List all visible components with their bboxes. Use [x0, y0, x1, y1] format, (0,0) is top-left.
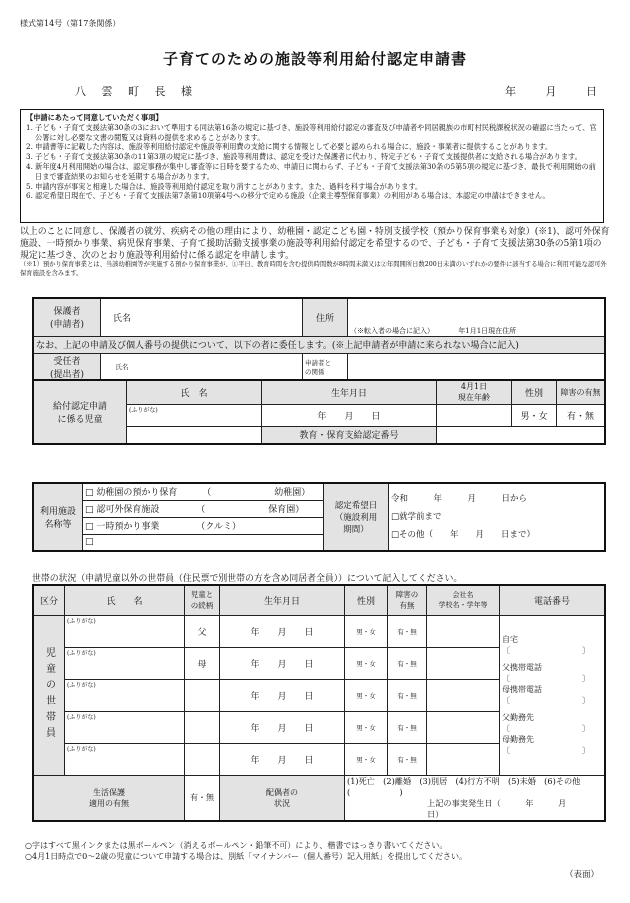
day-label: 日	[586, 85, 597, 98]
member-company[interactable]	[427, 647, 500, 679]
col-header: 区分	[33, 585, 65, 615]
footnote-ink: ○字はすべて黒インクまたは黒ボールペン（消えるボールペン・鉛筆不可）により、楷書ではっきり書いてください。	[25, 841, 448, 850]
member-sex[interactable]: 男・女	[345, 711, 388, 743]
child-sex-field[interactable]: 男・女	[512, 404, 557, 426]
spouse-label: 配偶者の 状況	[220, 775, 345, 821]
col-header: 氏 名	[65, 585, 185, 615]
furigana-label: (ふりがな)	[67, 713, 96, 721]
member-name-field[interactable]	[65, 615, 185, 647]
member-name-field[interactable]	[65, 743, 185, 775]
notice-item: 6. 認定希望日現在で、子ども・子育て支援法第7条第10項第4号への移分で定める施設（企業主導型保育事業）の利用がある場合は、本認定の申請はできません。	[26, 191, 550, 201]
facility-option[interactable]	[83, 534, 324, 551]
phone-home-field[interactable]: 〔 〕	[502, 646, 590, 655]
phone-father-mobile-field[interactable]: 〔 〕	[502, 674, 590, 683]
facility-option-label: 認可外保育施設	[96, 505, 160, 515]
prev-address-label: 年1月1日現在住所	[458, 326, 517, 335]
col-header: 障害の 有無	[388, 585, 427, 615]
disability-header: 障害の有無	[557, 380, 606, 404]
furigana-label: (ふりがな)	[67, 745, 96, 753]
phone-mother-mobile-label: 母携帯電話	[502, 685, 542, 694]
delegate-label: 受任者 (提出者)	[33, 353, 101, 381]
phone-mother-mobile-field[interactable]: 〔 〕	[502, 696, 590, 705]
intro-text: 以上のことに同意し、保護者の就労、疾病その他の理由により、幼稚園・認定こども園・特別支援学校（預かり保育事業も対象）(※1)、認可外保育施設、一時預かり事業、病児保育事業、子育て援助活動支援事業の施設等利用給付認定を希望するので、子ども・子育て支援法第30条の5第1項の規定に基づき、次のとおり施設等利用給付に係る認定を申請します。	[20, 227, 610, 261]
furigana-label: (ふりがな)	[129, 406, 158, 414]
year-label: 年	[505, 85, 516, 98]
applicant-table	[32, 297, 606, 382]
footnote-mynumber: ○4月1日時点で0～2歳の児童について申請する場合は、別紙「マイナンバー（個人番号）記入用紙」を提出してください。	[25, 852, 468, 861]
member-company[interactable]	[427, 743, 500, 775]
member-sex[interactable]: 男・女	[345, 647, 388, 679]
child-name-header: 氏 名	[127, 380, 262, 404]
member-company[interactable]	[427, 615, 500, 647]
checkbox-icon[interactable]: □	[85, 488, 94, 499]
child-age-field[interactable]	[437, 404, 512, 426]
address-note: （※転入者の場合に記入）	[350, 326, 434, 335]
hope-date-label: 認定希望日 （施設利用 期間）	[324, 483, 389, 551]
notice-item: 2. 申請書等に記載した内容は、施設等利用給付認定や施設等利用費の支給に関する情報として必要と認められる場合に、施設・事業者に提供することがあります。	[26, 142, 553, 152]
household-table	[32, 584, 606, 822]
child-name-field[interactable]	[127, 404, 262, 426]
checkbox-icon[interactable]: □	[85, 522, 94, 532]
notice-item: 3. 子ども・子育て支援法第30条の11第3項の規定に基づき、施設等利用費は、認定を受けた保護者に代わり、特定子ども・子育て支援提供者に支給される場合があります。	[26, 152, 582, 162]
member-relation[interactable]: 父	[185, 615, 220, 647]
col-header: 児童と の続柄	[185, 585, 220, 615]
member-name-field[interactable]	[65, 647, 185, 679]
addressee: 八 雲 町 長 様	[75, 85, 198, 98]
household-group-label: 児童の世帯員	[33, 615, 65, 775]
child-birth-field[interactable]: 年 月 日	[262, 404, 437, 426]
phone-numbers[interactable]	[500, 615, 606, 775]
facility-option-label: 一時預かり事業	[96, 522, 160, 532]
birth-header: 生年月日	[262, 380, 437, 404]
member-relation[interactable]: 母	[185, 647, 220, 679]
notice-item: 5. 申請内容が事実と相違した場合は、施設等利用給付認定を取り消すことがあります。また、過料を科す場合があります。	[26, 181, 423, 191]
other-period-checkbox[interactable]: □その他（ 年 月 日まで）	[391, 530, 536, 540]
phone-father-mobile-label: 父携帯電話	[502, 663, 542, 672]
facility-name-bracket: （クルミ）	[196, 522, 242, 532]
member-disability[interactable]: 有・無	[388, 743, 427, 775]
checkbox-icon[interactable]: □	[85, 505, 94, 515]
application-date[interactable]	[505, 83, 623, 99]
blank-cell	[127, 426, 262, 444]
sex-header: 性別	[512, 380, 557, 404]
relation-label: 申請者と の関係	[303, 353, 348, 381]
child-label: 給付認定申請 に係る児童	[33, 380, 127, 444]
welfare-field[interactable]: 有・無	[185, 775, 220, 821]
footnotes	[25, 840, 467, 862]
member-company[interactable]	[427, 711, 500, 743]
member-disability[interactable]: 有・無	[388, 679, 427, 711]
member-relation[interactable]	[185, 711, 220, 743]
member-birth[interactable]: 年 月 日	[220, 679, 345, 711]
facility-table	[32, 482, 606, 552]
relation-field[interactable]	[348, 353, 606, 381]
facility-name-bracket: （ 保育園）	[196, 505, 305, 515]
furigana-label: (ふりがな)	[67, 649, 96, 657]
member-relation[interactable]	[185, 679, 220, 711]
welfare-label: 生活保護 適用の有無	[33, 775, 185, 821]
household-caption: 世帯の状況（申請児童以外の世帯員（住民票で別世帯の方を含め同居者全員））について記入してください。	[32, 574, 463, 584]
spouse-options[interactable]: (1)死亡 (2)離婚 (3)別居 (4)行方不明 (5)未婚 (6)その他( )	[347, 775, 581, 797]
member-name-field[interactable]	[65, 711, 185, 743]
furigana-label: (ふりがな)	[67, 617, 96, 625]
notice-item: 1. 子ども・子育て支援法第30条の3において準用する同法第16条の規定に基づき、施設等利用給付認定の審査及び申請者や同居親族の市町村民税課税状況の確認に当たって、官公署に対し必要な文書の閲覧又は資料の提供を求めることがあります。	[26, 122, 597, 142]
member-sex[interactable]: 男・女	[345, 743, 388, 775]
phone-father-work-label: 父勤務先	[502, 713, 534, 722]
consent-notice	[20, 109, 604, 223]
member-disability[interactable]: 有・無	[388, 615, 427, 647]
facility-option[interactable]	[83, 500, 324, 517]
hope-date-from: 令和 年 月 日から	[391, 494, 528, 504]
until-school-checkbox[interactable]: □就学前まで	[391, 512, 442, 522]
child-disability-field[interactable]: 有・無	[557, 404, 606, 426]
address-field[interactable]	[348, 298, 606, 336]
delegate-name-label: 氏名	[101, 353, 144, 381]
cert-number-label: 教育・保育支給認定番号	[262, 426, 437, 444]
member-birth[interactable]: 年 月 日	[220, 615, 345, 647]
delegate-name-field[interactable]	[143, 353, 303, 381]
col-header: 生年月日	[220, 585, 345, 615]
phone-father-work-field[interactable]: 〔 〕	[502, 724, 590, 733]
page-side-label: （表面）	[565, 870, 600, 880]
address-label: 住所	[303, 298, 348, 336]
member-company[interactable]	[427, 679, 500, 711]
facility-option[interactable]	[83, 483, 324, 500]
member-sex[interactable]: 男・女	[345, 679, 388, 711]
phone-home-label: 自宅	[502, 635, 518, 644]
age-header: 4月1日 現在年齢	[437, 380, 512, 404]
delegate-notice: なお、上記の申請及び個人番号の提供について、以下の者に委任します。(※上記申請者が申請に来られない場合に記入)	[33, 336, 605, 353]
child-table	[32, 379, 606, 445]
col-header: 電話番号	[500, 585, 606, 615]
cert-number-field[interactable]	[437, 426, 606, 444]
member-name-field[interactable]	[65, 679, 185, 711]
facility-label: 利用施設 名称等	[33, 483, 83, 551]
spouse-status-field[interactable]	[345, 775, 606, 821]
page-title: 子育てのための施設等利用給付認定申請書	[162, 50, 467, 68]
notice-item: 4. 新年度4月利用開始の場合は、認定事務が集中し審査等に日時を要するため、申請日に関わらず、子ども・子育て支援法第30条の5第5項の規定に基づき、最長で利用開始の前日まで審査結果のお知らせを延期する場合があります。	[26, 161, 596, 181]
phone-mother-work-label: 母勤務先	[502, 735, 534, 744]
furigana-label: (ふりがな)	[67, 681, 96, 689]
applicant-name-field[interactable]	[143, 298, 303, 336]
col-header: 会社名 学校名・学年等	[427, 585, 500, 615]
checkbox-icon[interactable]: □	[85, 537, 94, 548]
hope-date-field[interactable]	[389, 483, 606, 551]
facility-option-label: 幼稚園の預かり保育	[96, 488, 178, 499]
member-disability[interactable]: 有・無	[388, 711, 427, 743]
member-birth[interactable]: 年 月 日	[220, 647, 345, 679]
member-relation[interactable]	[185, 743, 220, 775]
phone-mother-work-field[interactable]: 〔 〕	[502, 746, 590, 755]
member-disability[interactable]: 有・無	[388, 647, 427, 679]
member-birth[interactable]: 年 月 日	[220, 711, 345, 743]
footnote-1: （※1）預かり保育事業とは、当該幼稚園等が実施する預かり保育事業が、①平日、教育時間を含む提供時間数が8時間未満又は②年間開所日数200日未満のいずれかの要件に該当する場合に利用可能な認可外保育施設を含みます。	[20, 261, 607, 277]
form-number: 様式第14号（第17条関係）	[20, 19, 121, 28]
facility-name-bracket: （ 幼稚園）	[202, 488, 311, 499]
name-label: 氏名	[101, 298, 144, 336]
facility-option[interactable]	[83, 517, 324, 534]
notice-heading: 【申請にあたって同意していただく事項】	[26, 113, 163, 122]
member-birth[interactable]: 年 月 日	[220, 743, 345, 775]
member-sex[interactable]: 男・女	[345, 615, 388, 647]
applicant-label: 保護者 (申請者)	[33, 298, 101, 336]
month-label: 月	[545, 85, 557, 98]
spouse-event-date[interactable]: 上記の事実発生日（ 年 月 日）	[427, 797, 591, 819]
col-header: 性別	[345, 585, 388, 615]
